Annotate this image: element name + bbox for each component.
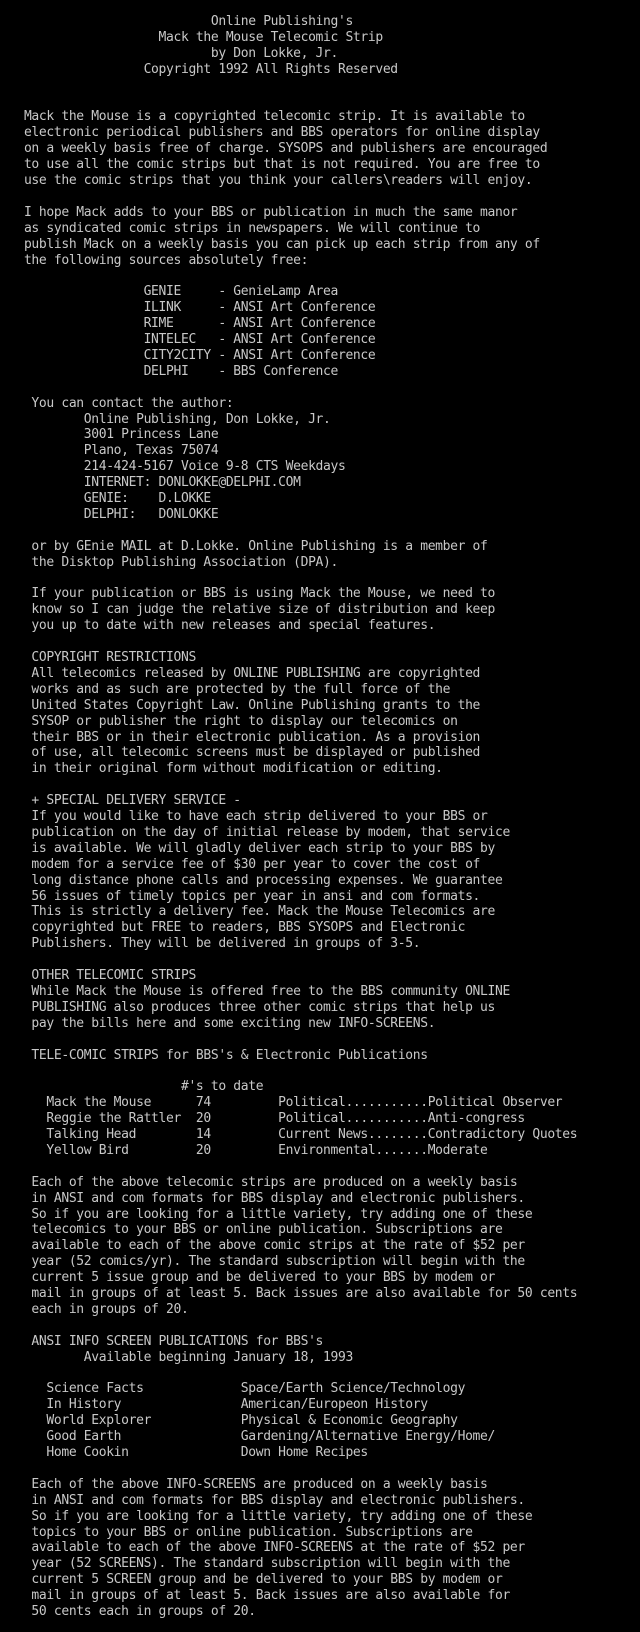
text-line: the following sources absolutely free: — [9, 252, 309, 268]
text-line: Publishers. They will be delivered in groups of 3-5. — [9, 936, 421, 952]
text-line: long distance phone calls and processing expenses. We guarantee — [9, 872, 503, 888]
text-line: Science Facts Space/Earth Science/Technology — [9, 1381, 466, 1397]
text-line: Talking Head 14 Current News........Contradictory Quotes — [9, 1127, 578, 1142]
text-line: COPYRIGHT RESTRICTIONS — [9, 650, 196, 665]
text-line: Copyright 1992 All Rights Reserved — [9, 61, 398, 77]
text-line: works and as such are protected by the full force of the — [9, 681, 451, 697]
text-line: In History American/Europeon History — [9, 1397, 428, 1413]
text-line: PUBLISHING also produces three other comic strips that help us — [9, 999, 495, 1015]
text-line: SYSOP or publisher the right to display our telecomics on — [9, 713, 458, 729]
text-line: 50 cents each in groups of 20. — [9, 1604, 256, 1619]
text-line: available to each of the above INFO-SCREENS at the rate of $52 per — [9, 1540, 525, 1556]
text-line: DELPHI - BBS Conference — [9, 363, 338, 379]
text-line: as syndicated comic strips in newspapers. We will continue to — [9, 220, 481, 236]
text-line: their BBS or in their electronic publication. As a provision — [9, 729, 481, 745]
text-line: know so I can judge the relative size of distribution and keep — [9, 602, 495, 618]
text-line: Reggie the Rattler 20 Political...........Anti-congress — [9, 1111, 525, 1127]
text-line: Home Cookin Down Home Recipes — [9, 1445, 368, 1460]
text-line: Each of the above INFO-SCREENS are produced on a weekly basis — [9, 1476, 488, 1492]
text-line: pay the bills here and some exciting new INFO-SCREENS. — [9, 1015, 436, 1031]
text-line: in their original form without modification or editing. — [9, 761, 443, 777]
text-line: topics to your BBS or online publication. Subscriptions are — [9, 1524, 473, 1540]
text-line: OTHER TELECOMIC STRIPS — [9, 968, 196, 983]
text-line: ANSI INFO SCREEN PUBLICATIONS for BBS's — [9, 1333, 324, 1349]
text-line: World Explorer Physical & Economic Geography — [9, 1413, 458, 1429]
text-line: or by GEnie MAIL at D.Lokke. Online Publishing is a member of — [9, 538, 488, 554]
text-line: Each of the above telecomic strips are produced on a weekly basis — [9, 1174, 518, 1190]
text-line: Online Publishing, Don Lokke, Jr. — [9, 411, 331, 427]
text-line: in ANSI and com formats for BBS display and electronic publishers. — [9, 1492, 525, 1508]
text-line: Mack the Mouse Telecomic Strip — [9, 29, 383, 45]
text-line: copyrighted but FREE to readers, BBS SYSOPS and Electronic — [9, 920, 466, 936]
text-line: This is strictly a delivery fee. Mack the Mouse Telecomics are — [9, 904, 495, 920]
text-line: Online Publishing's — [9, 14, 353, 29]
text-line: Mack the Mouse is a copyrighted telecomic strip. It is available to — [9, 109, 525, 125]
text-line: So if you are looking for a little variety, try adding one of these — [9, 1508, 533, 1524]
text-line: You can contact the author: — [9, 395, 234, 411]
text-line: is available. We will gladly deliver each strip to your BBS by — [9, 840, 495, 856]
text-line: + SPECIAL DELIVERY SERVICE - — [9, 793, 241, 809]
text-line: While Mack the Mouse is offered free to the BBS community ONLINE — [9, 983, 510, 999]
text-line: modem for a service fee of $30 per year to cover the cost of — [9, 856, 481, 872]
text-line: on a weekly basis free of charge. SYSOPS and publishers are encouraged — [9, 141, 548, 157]
text-line: year (52 SCREENS). The standard subscription will begin with the — [9, 1556, 510, 1572]
text-line: to use all the comic strips but that is not required. You are free to — [9, 157, 540, 173]
text-line: electronic periodical publishers and BBS operators for online display — [9, 125, 540, 141]
text-line: CITY2CITY - ANSI Art Conference — [9, 347, 376, 363]
text-line: Plano, Texas 75074 — [9, 443, 219, 459]
text-line: So if you are looking for a little variety, try adding one of these — [9, 1206, 533, 1222]
text-line: Good Earth Gardening/Alternative Energy/Home/ — [9, 1429, 495, 1445]
text-line: Mack the Mouse 74 Political...........Political Observer — [9, 1095, 563, 1111]
text-line: mail in groups of at least 5. Back issues are also available for 50 cents — [9, 1286, 578, 1301]
text-line: telecomics to your BBS or online publication. Subscriptions are — [9, 1222, 503, 1238]
text-line: RIME - ANSI Art Conference — [9, 316, 376, 332]
text-line: by Don Lokke, Jr. — [9, 45, 338, 61]
text-line: publication on the day of initial release by modem, that service — [9, 824, 510, 840]
text-line: Available beginning January 18, 1993 — [9, 1349, 353, 1365]
text-line: available to each of the above comic strips at the rate of $52 per — [9, 1238, 525, 1254]
text-line: GENIE - GenieLamp Area — [9, 284, 338, 300]
text-line: If you would like to have each strip delivered to your BBS or — [9, 809, 488, 824]
text-line: If your publication or BBS is using Mack the Mouse, we need to — [9, 586, 495, 602]
text-line: 214-424-5167 Voice 9-8 CTS Weekdays — [9, 459, 346, 475]
text-line: I hope Mack adds to your BBS or publication in much the same manor — [9, 204, 518, 220]
text-line: TELE-COMIC STRIPS for BBS's & Electronic Publications — [9, 1047, 428, 1063]
text-line: use the comic strips that you think your callers\readers will enjoy. — [9, 173, 533, 188]
text-line: INTERNET: DONLOKKE@DELPHI.COM — [9, 475, 301, 491]
text-line: current 5 issue group and be delivered to your BBS by modem or — [9, 1270, 495, 1286]
text-line: current 5 SCREEN group and be delivered to your BBS by modem or — [9, 1572, 503, 1588]
text-line: GENIE: D.LOKKE — [9, 491, 211, 506]
text-line: INTELEC - ANSI Art Conference — [9, 332, 376, 347]
text-line: 3001 Princess Lane — [9, 427, 219, 443]
text-line: publish Mack on a weekly basis you can pick up each strip from any of — [9, 236, 540, 252]
text-line: the Disktop Publishing Association (DPA). — [9, 554, 338, 570]
text-line: of use, all telecomic screens must be displayed or published — [9, 745, 481, 761]
text-line: DELPHI: DONLOKKE — [9, 506, 219, 522]
text-line: United States Copyright Law. Online Publishing grants to the — [9, 697, 481, 713]
text-line: mail in groups of at least 5. Back issues are also available for — [9, 1588, 510, 1604]
text-line: ILINK - ANSI Art Conference — [9, 300, 376, 316]
text-line: #'s to date — [9, 1079, 264, 1095]
text-line: in ANSI and com formats for BBS display and electronic publishers. — [9, 1190, 525, 1206]
text-line: All telecomics released by ONLINE PUBLISHING are copyrighted — [9, 665, 481, 681]
text-line: you up to date with new releases and special features. — [9, 618, 436, 634]
text-line: each in groups of 20. — [9, 1301, 189, 1317]
text-line: Yellow Bird 20 Environmental.......Moderate — [9, 1142, 488, 1158]
text-line: 56 issues of timely topics per year in ansi and com formats. — [9, 888, 481, 904]
text-line: year (52 comics/yr). The standard subscription will begin with the — [9, 1254, 525, 1270]
